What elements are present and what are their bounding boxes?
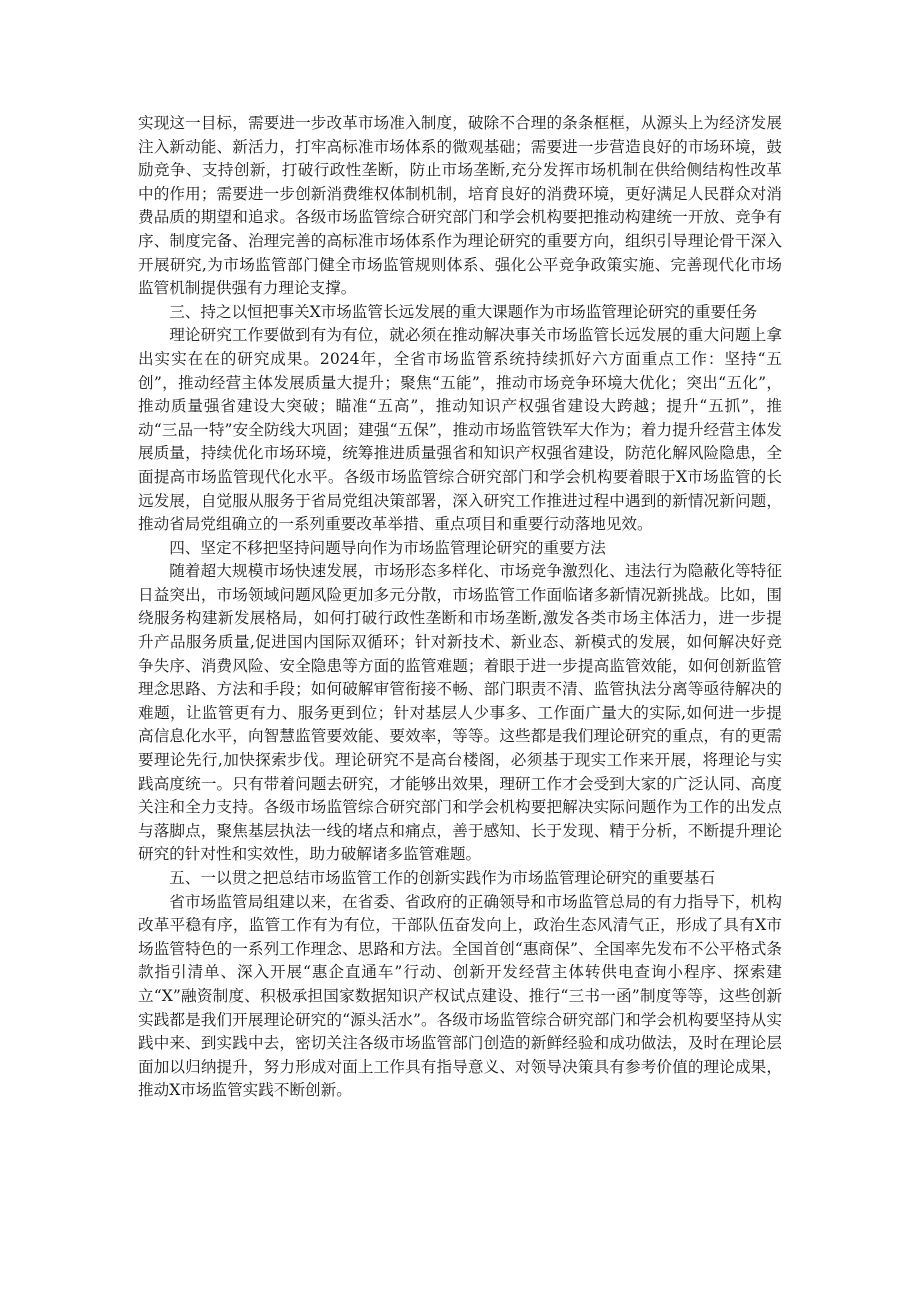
document-page (138, 112, 782, 1103)
paragraph-section-4: 随着超大规模市场快速发展，市场形态多样化、市场竞争激烈化、违法行为隐蔽化等特征日益突出，市场领域问题风险更加多元分散，市场监管工作面临诸多新情况新挑战。比如，围绕服务构建新发展格局，如何打破行政性垄断和市场垄断,激发各类市场主体活力，进一步提升产品服务质量,促进国内国际双循环；针对新技术、新业态、新模式的发展，如何解决好竞争失序、消费风险、安全隐患等方面的监管难题；着眼于进一步提高监管效能，如何创新监管理念思路、方法和手段；如何破解审管衔接不畅、部门职责不清、监管执法分离等亟待解决的难题，让监管更有力、服务更到位；针对基层人少事多、工作面广量大的实际,如何进一步提高信息化水平，向智慧监管要效能、要效率，等等。这些都是我们理论研究的重点，有的更需要理论先行,加快探索步伐。理论研究不是高台楼阁，必须基于现实工作来开展，将理论与实践高度统一。只有带着问题去研究，才能够出效果，理研工作才会受到大家的广泛认同、高度关注和全力支持。各级市场监管综合研究部门和学会机构要把解决实际问题作为工作的出发点与落脚点，聚焦基层执法一线的堵点和痛点，善于感知、长于发现、精于分析，不断提升理论研究的针对性和实效性，助力破解诸多监管难题。 (138, 562, 782, 864)
paragraph-section-5: 省市场监管局组建以来，在省委、省政府的正确领导和市场监管总局的有力指导下，机构改革平稳有序，监管工作有为有位，干部队伍奋发向上，政治生态风清气正，形成了具有X市场监管特色的一系列工作理念、思路和方法。全国首创“惠商保”、全国率先发布不公平格式条款指引清单、深入开展“惠企直通车”行动、创新开发经营主体转供电查询小程序、探索建立“X”融资制度、积极承担国家数据知识产权试点建设、推行“三书一函”制度等等，这些创新实践都是我们开展理论研究的“源头活水”。各级市场监管综合研究部门和学会机构要坚持从实践中来、到实践中去，密切关注各级市场监管部门创造的新鲜经验和成功做法，及时在理论层面加以归纳提升，努力形成对面上工作具有指导意义、对领导决策具有参考价值的理论成果，推动X市场监管实践不断创新。 (138, 892, 782, 1100)
paragraph-intro: 实现这一目标，需要进一步改革市场准入制度，破除不合理的条条框框，从源头上为经济发展注入新动能、新活力，打牢高标准市场体系的微观基础；需要进一步营造良好的市场环境，鼓励竞争、支持创新，打破行政性垄断，防止市场垄断,充分发挥市场机制在供给侧结构性改革中的作用；需要进一步创新消费维权体制机制，培育良好的消费环境，更好满足人民群众对消费品质的期望和追求。各级市场监管综合研究部门和学会机构要把推动构建统一开放、竞争有序、制度完备、治理完善的高标准市场体系作为理论研究的重要方向，组织引导理论骨干深入开展研究,为市场监管部门健全市场监管规则体系、强化公平竞争政策实施、完善现代化市场监管机制提供强有力理论支撑。 (138, 114, 782, 298)
section-heading-4: 四、坚定不移把坚持问题导向作为市场监管理论研究的重要方法 (169, 538, 606, 557)
section-heading-5: 五、一以贯之把总结市场监管工作的创新实践作为市场监管理论研究的重要基石 (169, 869, 715, 887)
paragraph-section-3: 理论研究工作要做到有为有位，就必须在推动解决事关市场监管长远发展的重大问题上拿出实实在在的研究成果。2024年，全省市场监管系统持续抓好六方面重点工作：坚持“五创”，推动经营主体发展质量大提升；聚焦“五能”，推动市场竞争环境大优化；突出“五化”，推动质量强省建设大突破；瞄准“五高”，推动知识产权强省建设大跨越；提升“五抓”，推动“三品一特”安全防线大巩固；建强“五保”，推动市场监管铁军大作为；着力提升经营主体发展质量，持续优化市场环境，统筹推进质量强省和知识产权强省建设，防范化解风险隐患，全面提高市场监管现代化水平。各级市场监管综合研究部门和学会机构要着眼于X市场监管的长远发展，自觉服从服务于省局党组决策部署，深入研究工作推进过程中遇到的新情况新问题，推动省局党组确立的一系列重要改革举措、重点项目和重要行动落地见效。 (138, 326, 782, 534)
section-heading-3: 三、持之以恒把事关X市场监管长远发展的重大课题作为市场监管理论研究的重要任务 (169, 302, 758, 321)
